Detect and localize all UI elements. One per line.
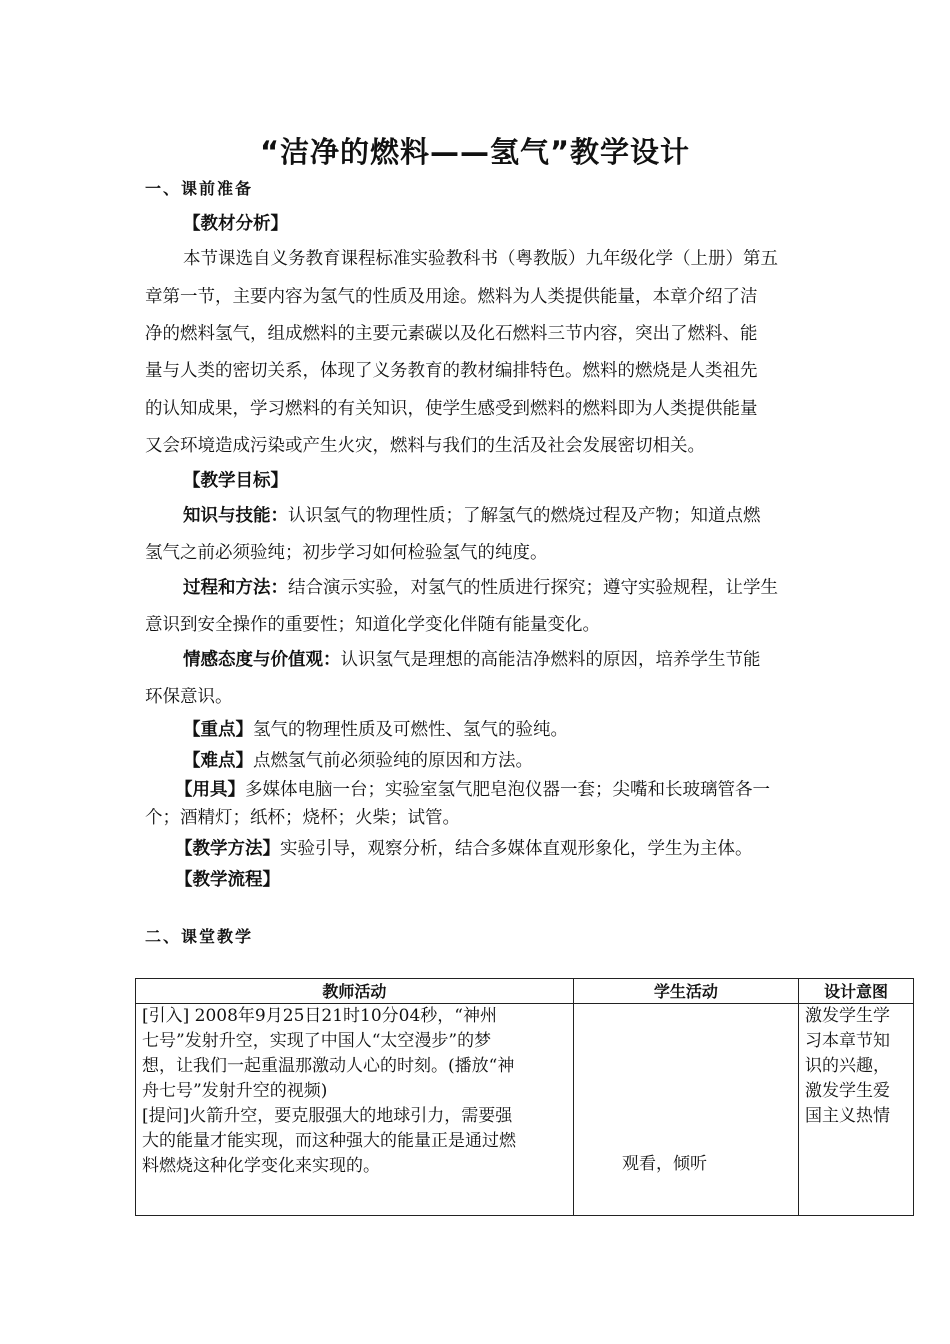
header-teacher-activity: 教师活动 <box>136 979 574 1004</box>
heading-teaching-flow: 【教学流程】 <box>175 870 280 890</box>
teacher-line: 舟七号”发射升空的视频) <box>142 1081 328 1101</box>
header-student-activity: 学生活动 <box>573 979 798 1004</box>
tools <box>175 776 837 801</box>
goal-process-cont: 意识到安全操作的重要性；知道化学变化伴随有能量变化。 <box>145 615 600 635</box>
teaching-method <box>175 835 837 860</box>
teacher-line: 七号”发射升空，实现了中国人“太空漫步”的梦 <box>142 1031 492 1051</box>
intent-line: 国主义热情 <box>805 1106 891 1126</box>
goal-attitude-cont: 环保意识。 <box>145 687 233 707</box>
material-line: 量与人类的密切关系，体现了义务教育的教材编排特色。燃料的燃烧是人类祖先 <box>145 361 758 381</box>
teacher-line: 大的能量才能实现，而这种强大的能量正是通过燃 <box>142 1131 516 1151</box>
goal-knowledge-cont: 氢气之前必须验纯；初步学习如何检验氢气的纯度。 <box>145 543 548 563</box>
key-point <box>183 716 845 741</box>
teacher-line: [提问]火箭升空，要克服强大的地球引力，需要强 <box>142 1106 513 1126</box>
section-heading-class: 二、课堂教学 <box>145 927 254 946</box>
goal-knowledge <box>183 502 845 527</box>
teaching-method-text: 实验引导，观察分析，结合多媒体直观形象化，学生为主体。 <box>280 839 753 859</box>
section-heading-preparation: 一、课前准备 <box>145 179 254 198</box>
difficult-point-label: 【难点】 <box>183 751 253 771</box>
goal-attitude-label: 情感态度与价值观： <box>183 650 341 670</box>
teaching-process-table <box>135 978 914 1216</box>
tools-label: 【用具】 <box>175 780 245 800</box>
intent-line: 激发学生爱 <box>805 1081 891 1101</box>
difficult-point <box>183 747 845 772</box>
cell-student-activity <box>573 1004 798 1216</box>
material-line: 本节课选自义务教育课程标准实验教科书（粤教版）九年级化学（上册）第五 <box>183 249 778 269</box>
difficult-point-text: 点燃氢气前必须验纯的原因和方法。 <box>253 751 533 771</box>
goal-process-label: 过程和方法： <box>183 578 288 598</box>
material-line: 又会环境造成污染或产生火灾，燃料与我们的生活及社会发展密切相关。 <box>145 436 705 456</box>
teaching-method-label: 【教学方法】 <box>175 839 280 859</box>
material-line: 净的燃料氢气，组成燃料的主要元素碳以及化石燃料三节内容，突出了燃料、能 <box>145 324 758 344</box>
header-design-intent: 设计意图 <box>799 979 914 1004</box>
goal-process-text: 结合演示实验，对氢气的性质进行探究；遵守实验规程，让学生 <box>288 578 778 598</box>
teacher-line: 想，让我们一起重温那激动人心的时刻。(播放“神 <box>142 1056 515 1076</box>
goal-attitude-text: 认识氢气是理想的高能洁净燃料的原因，培养学生节能 <box>340 650 761 670</box>
intent-line: 识的兴趣， <box>805 1056 891 1076</box>
tools-cont: 个；酒精灯；纸杯；烧杯；火柴；试管。 <box>145 808 460 828</box>
teacher-line: [引入] 2008年9月25日21时10分04秒，“神州 <box>142 1006 497 1026</box>
key-point-label: 【重点】 <box>183 720 253 740</box>
cell-teacher-activity <box>136 1004 574 1216</box>
goal-attitude <box>183 646 845 671</box>
key-point-text: 氢气的物理性质及可燃性、氢气的验纯。 <box>253 720 568 740</box>
teacher-line: 料燃烧这种化学变化来实现的。 <box>142 1156 380 1176</box>
goal-knowledge-label: 知识与技能： <box>183 506 288 526</box>
intent-line: 习本章节知 <box>805 1031 891 1051</box>
goal-process <box>183 574 845 599</box>
heading-teaching-goals: 【教学目标】 <box>183 471 288 491</box>
heading-material-analysis: 【教材分析】 <box>183 214 288 234</box>
tools-text: 多媒体电脑一台；实验室氢气肥皂泡仪器一套；尖嘴和长玻璃管各一 <box>245 780 770 800</box>
goal-knowledge-text: 认识氢气的物理性质；了解氢气的燃烧过程及产物；知道点燃 <box>288 506 761 526</box>
table-header-row <box>136 979 914 1004</box>
page-title: “洁净的燃料——氢气”教学设计 <box>259 135 691 169</box>
student-activity-text: 观看，倾听 <box>622 1154 707 1174</box>
intent-line: 激发学生学 <box>805 1006 891 1026</box>
table-row <box>136 1004 914 1216</box>
cell-design-intent <box>799 1004 914 1216</box>
material-line: 章第一节，主要内容为氢气的性质及用途。燃料为人类提供能量，本章介绍了洁 <box>145 287 758 307</box>
material-line: 的认知成果，学习燃料的有关知识，使学生感受到燃料的燃料即为人类提供能量 <box>145 399 758 419</box>
